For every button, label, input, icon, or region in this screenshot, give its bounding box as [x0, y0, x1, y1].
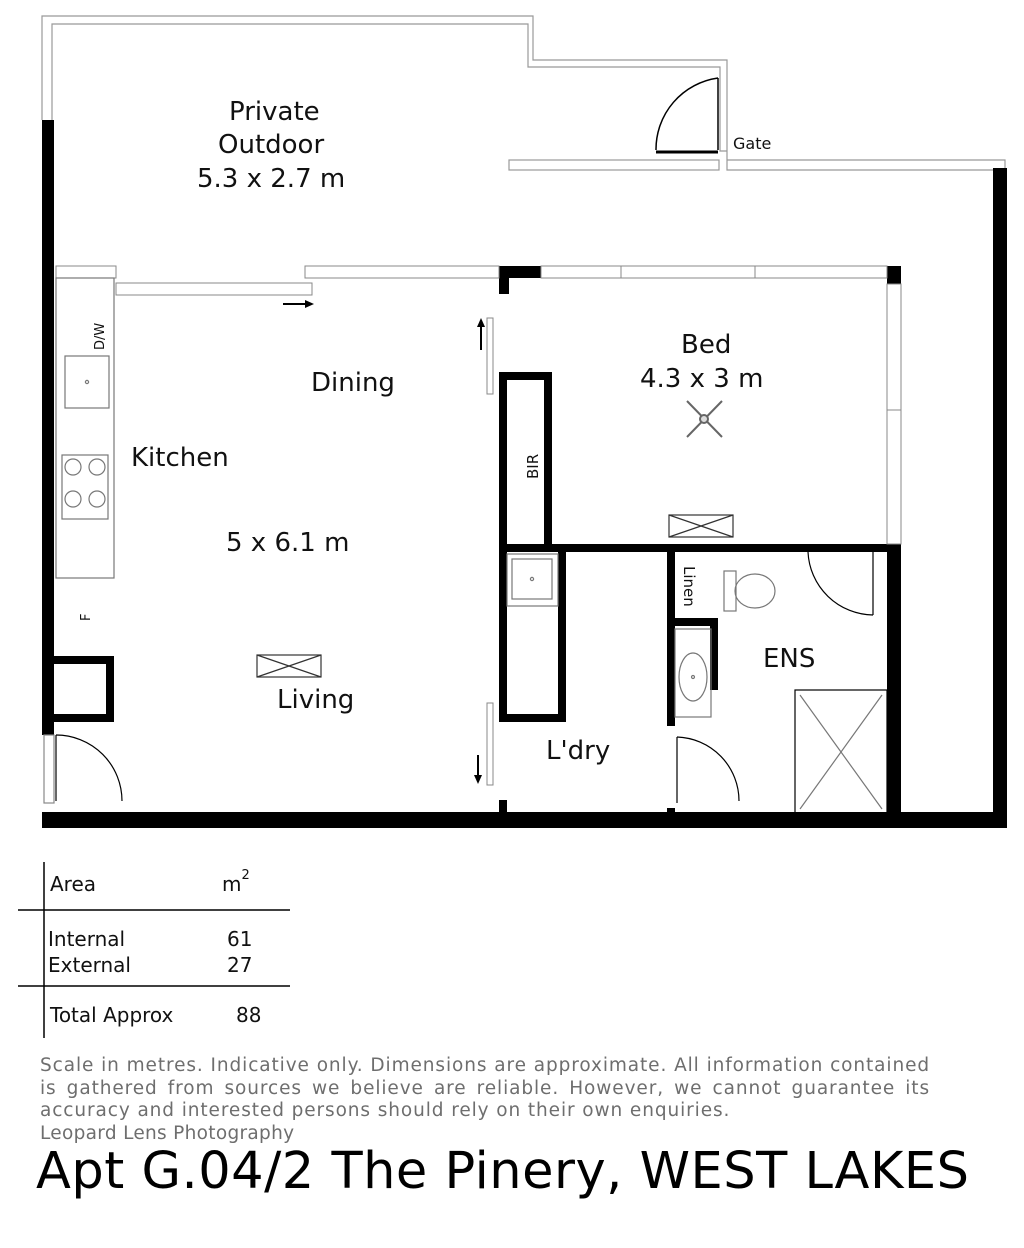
area-row-external-value: 27 — [227, 953, 253, 977]
dining-label: Dining — [311, 368, 395, 398]
outdoor-boundary — [42, 16, 1005, 170]
area-row-internal-label: Internal — [48, 927, 126, 951]
fridge-label: F — [79, 613, 94, 621]
linen-label: Linen — [680, 566, 698, 607]
kitchen-living-dimensions: 5 x 6.1 m — [226, 528, 350, 558]
bed-dimensions: 4.3 x 3 m — [640, 364, 764, 394]
area-row-external-label: External — [48, 953, 131, 977]
ceiling-fan-icon — [687, 401, 722, 437]
ensuite-label: ENS — [763, 644, 816, 674]
dishwasher-label: D/W — [93, 322, 108, 350]
area-row-internal-value: 61 — [227, 927, 253, 951]
outdoor-label-line2: Outdoor — [218, 130, 325, 160]
bed-label: Bed — [681, 330, 732, 360]
ensuite-fixtures — [675, 571, 887, 814]
windows — [56, 266, 901, 544]
living-label: Living — [277, 685, 355, 715]
area-header-label: Area — [50, 872, 97, 896]
laundry-door — [677, 737, 739, 803]
disclaimer-text: Scale in metres. Indicative only. Dimensions are approximate. All information contained is gathered from sources we believe are reliable. However, we cannot guarantee its accuracy and interested persons should rely on their own enquiries. — [40, 1055, 930, 1121]
outdoor-label-line1: Private — [229, 97, 320, 127]
sliding-doors — [474, 318, 493, 785]
outdoor-dimensions: 5.3 x 2.7 m — [197, 164, 346, 194]
laundry-label: L'dry — [546, 736, 611, 766]
photography-credit: Leopard Lens Photography — [40, 1123, 295, 1144]
property-address: Apt G.04/2 The Pinery, WEST LAKES — [36, 1142, 970, 1201]
area-total-value: 88 — [236, 1003, 262, 1027]
bir-label: BIR — [524, 453, 542, 479]
ensuite-door — [808, 552, 873, 615]
gate-label: Gate — [733, 134, 772, 153]
laundry-tub — [507, 554, 558, 606]
area-header-unit: $m^2$ — [222, 868, 250, 896]
area-total-label: Total Approx — [50, 1003, 174, 1027]
gate-door — [656, 78, 718, 152]
entry-door — [44, 735, 122, 803]
kitchen-label: Kitchen — [131, 443, 229, 473]
